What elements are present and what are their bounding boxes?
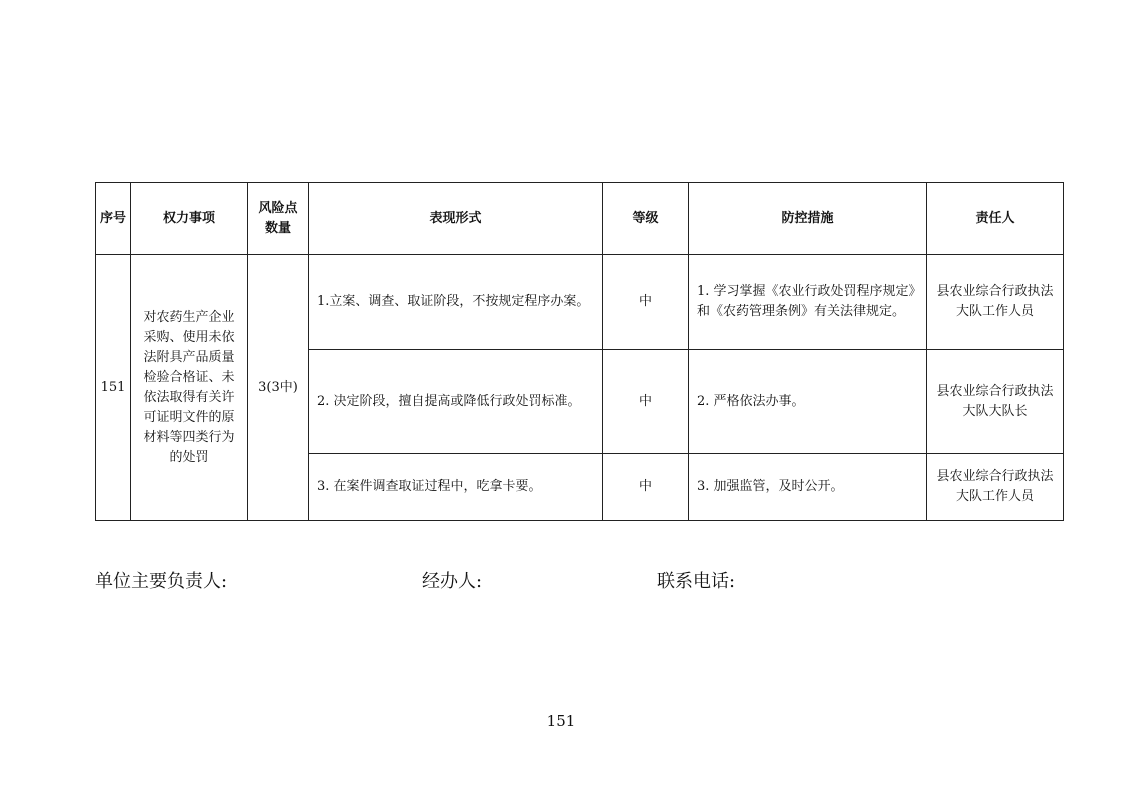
cell-responsible-1: 县农业综合行政执法大队工作人员: [927, 255, 1064, 350]
header-seq: 序号: [96, 183, 131, 255]
cell-responsible-2: 县农业综合行政执法大队大队长: [927, 350, 1064, 454]
cell-risk-count: 3(3中): [248, 255, 309, 521]
header-form: 表现形式: [309, 183, 603, 255]
cell-form-2: 2. 决定阶段，擅自提高或降低行政处罚标准。: [309, 350, 603, 454]
header-measures: 防控措施: [689, 183, 927, 255]
cell-level-3: 中: [603, 454, 689, 521]
table-header-row: [96, 183, 1064, 255]
cell-form-1: 1.立案、调查、取证阶段，不按规定程序办案。: [309, 255, 603, 350]
page-number: 151: [546, 712, 576, 730]
risk-table: [95, 182, 1064, 521]
cell-measures-3: 3. 加强监管，及时公开。: [689, 454, 927, 521]
cell-measures-2: 2. 严格依法办事。: [689, 350, 927, 454]
cell-measures-1: 1. 学习掌握《农业行政处罚程序规定》和《农药管理条例》有关法律规定。: [689, 255, 927, 350]
header-responsible: 责任人: [927, 183, 1064, 255]
cell-seq: 151: [96, 255, 131, 521]
cell-level-2: 中: [603, 350, 689, 454]
unit-head-label: 单位主要负责人:: [95, 571, 228, 592]
cell-level-1: 中: [603, 255, 689, 350]
phone-label: 联系电话:: [657, 571, 736, 592]
cell-power-item: 对农药生产企业采购、使用未依法附具产品质量检验合格证、未依法取得有关许可证明文件的原材料等四类行为的处罚: [131, 255, 248, 521]
table-row: [96, 255, 1064, 350]
header-level: 等级: [603, 183, 689, 255]
header-power-item: 权力事项: [131, 183, 248, 255]
cell-form-3: 3. 在案件调查取证过程中，吃拿卡要。: [309, 454, 603, 521]
handler-label: 经办人:: [422, 571, 483, 592]
header-risk-count: 风险点数量: [248, 183, 309, 255]
cell-responsible-3: 县农业综合行政执法大队工作人员: [927, 454, 1064, 521]
